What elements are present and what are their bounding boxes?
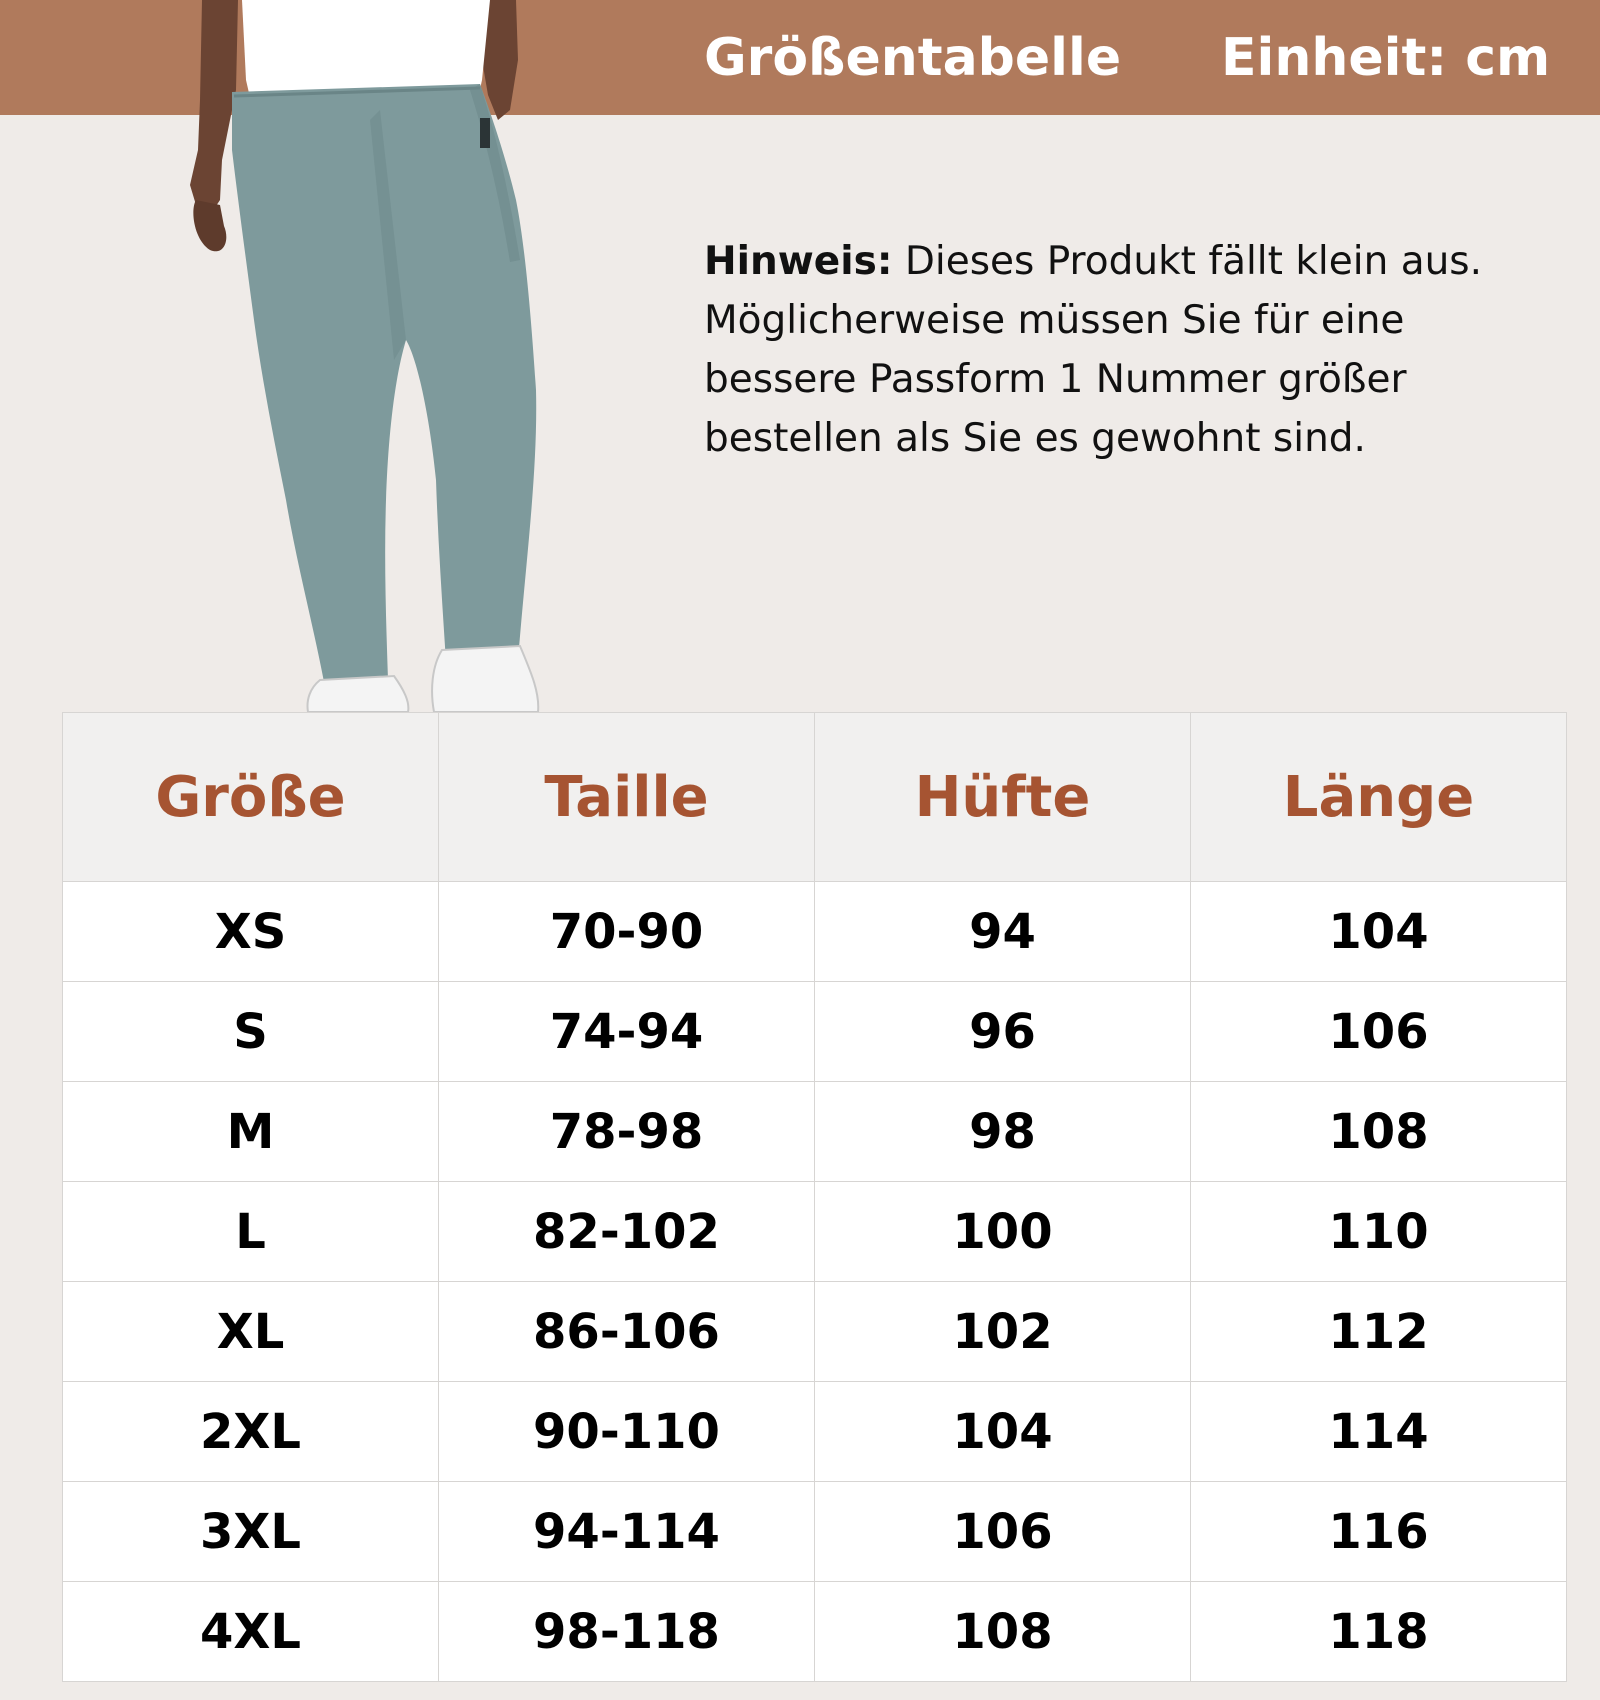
- header-laenge: Länge: [1191, 713, 1567, 882]
- cell-length: 106: [1191, 982, 1567, 1082]
- table-row: [63, 1182, 1567, 1282]
- sizing-note: [704, 232, 1524, 468]
- cell-waist: 74-94: [439, 982, 815, 1082]
- cell-length: 118: [1191, 1582, 1567, 1682]
- cell-hip: 94: [815, 882, 1191, 982]
- cell-size: S: [63, 982, 439, 1082]
- cell-waist: 78-98: [439, 1082, 815, 1182]
- table-row: [63, 1382, 1567, 1482]
- table-header-row: [63, 713, 1567, 882]
- table-row: [63, 1282, 1567, 1382]
- unit-label: Einheit: cm: [1221, 28, 1551, 88]
- cell-hip: 108: [815, 1582, 1191, 1682]
- cell-waist: 82-102: [439, 1182, 815, 1282]
- cell-size: L: [63, 1182, 439, 1282]
- cell-waist: 90-110: [439, 1382, 815, 1482]
- cell-size: XS: [63, 882, 439, 982]
- table-row: [63, 1582, 1567, 1682]
- cell-size: XL: [63, 1282, 439, 1382]
- cell-size: 4XL: [63, 1582, 439, 1682]
- cell-length: 108: [1191, 1082, 1567, 1182]
- table-row: [63, 882, 1567, 982]
- table-row: [63, 982, 1567, 1082]
- cell-size: M: [63, 1082, 439, 1182]
- cell-waist: 98-118: [439, 1582, 815, 1682]
- cell-hip: 96: [815, 982, 1191, 1082]
- model-left-arm: [190, 0, 238, 215]
- header-groesse: Größe: [63, 713, 439, 882]
- chart-title: Größentabelle: [704, 28, 1122, 88]
- size-table: [62, 712, 1567, 1682]
- cell-waist: 94-114: [439, 1482, 815, 1582]
- header-taille: Taille: [439, 713, 815, 882]
- table-row: [63, 1482, 1567, 1582]
- cell-length: 110: [1191, 1182, 1567, 1282]
- cell-hip: 98: [815, 1082, 1191, 1182]
- cell-length: 104: [1191, 882, 1567, 982]
- cell-hip: 106: [815, 1482, 1191, 1582]
- model-left-hand: [193, 200, 226, 251]
- cell-waist: 70-90: [439, 882, 815, 982]
- note-text: Dieses Produkt fällt klein aus. Möglicherweise müssen Sie für eine bessere Passform 1 Nummer größer bestellen als Sie es gewohnt sind.: [704, 239, 1483, 461]
- model-right-shoe: [432, 646, 538, 712]
- cell-hip: 100: [815, 1182, 1191, 1282]
- pocket-tag: [480, 118, 490, 148]
- header-huefte: Hüfte: [815, 713, 1191, 882]
- cell-length: 112: [1191, 1282, 1567, 1382]
- cell-size: 2XL: [63, 1382, 439, 1482]
- model-left-shoe: [308, 676, 409, 712]
- product-model-image: [180, 0, 550, 712]
- cell-length: 114: [1191, 1382, 1567, 1482]
- note-label: Hinweis:: [704, 239, 893, 284]
- cell-size: 3XL: [63, 1482, 439, 1582]
- cell-length: 116: [1191, 1482, 1567, 1582]
- cell-waist: 86-106: [439, 1282, 815, 1382]
- cell-hip: 104: [815, 1382, 1191, 1482]
- table-row: [63, 1082, 1567, 1182]
- cell-hip: 102: [815, 1282, 1191, 1382]
